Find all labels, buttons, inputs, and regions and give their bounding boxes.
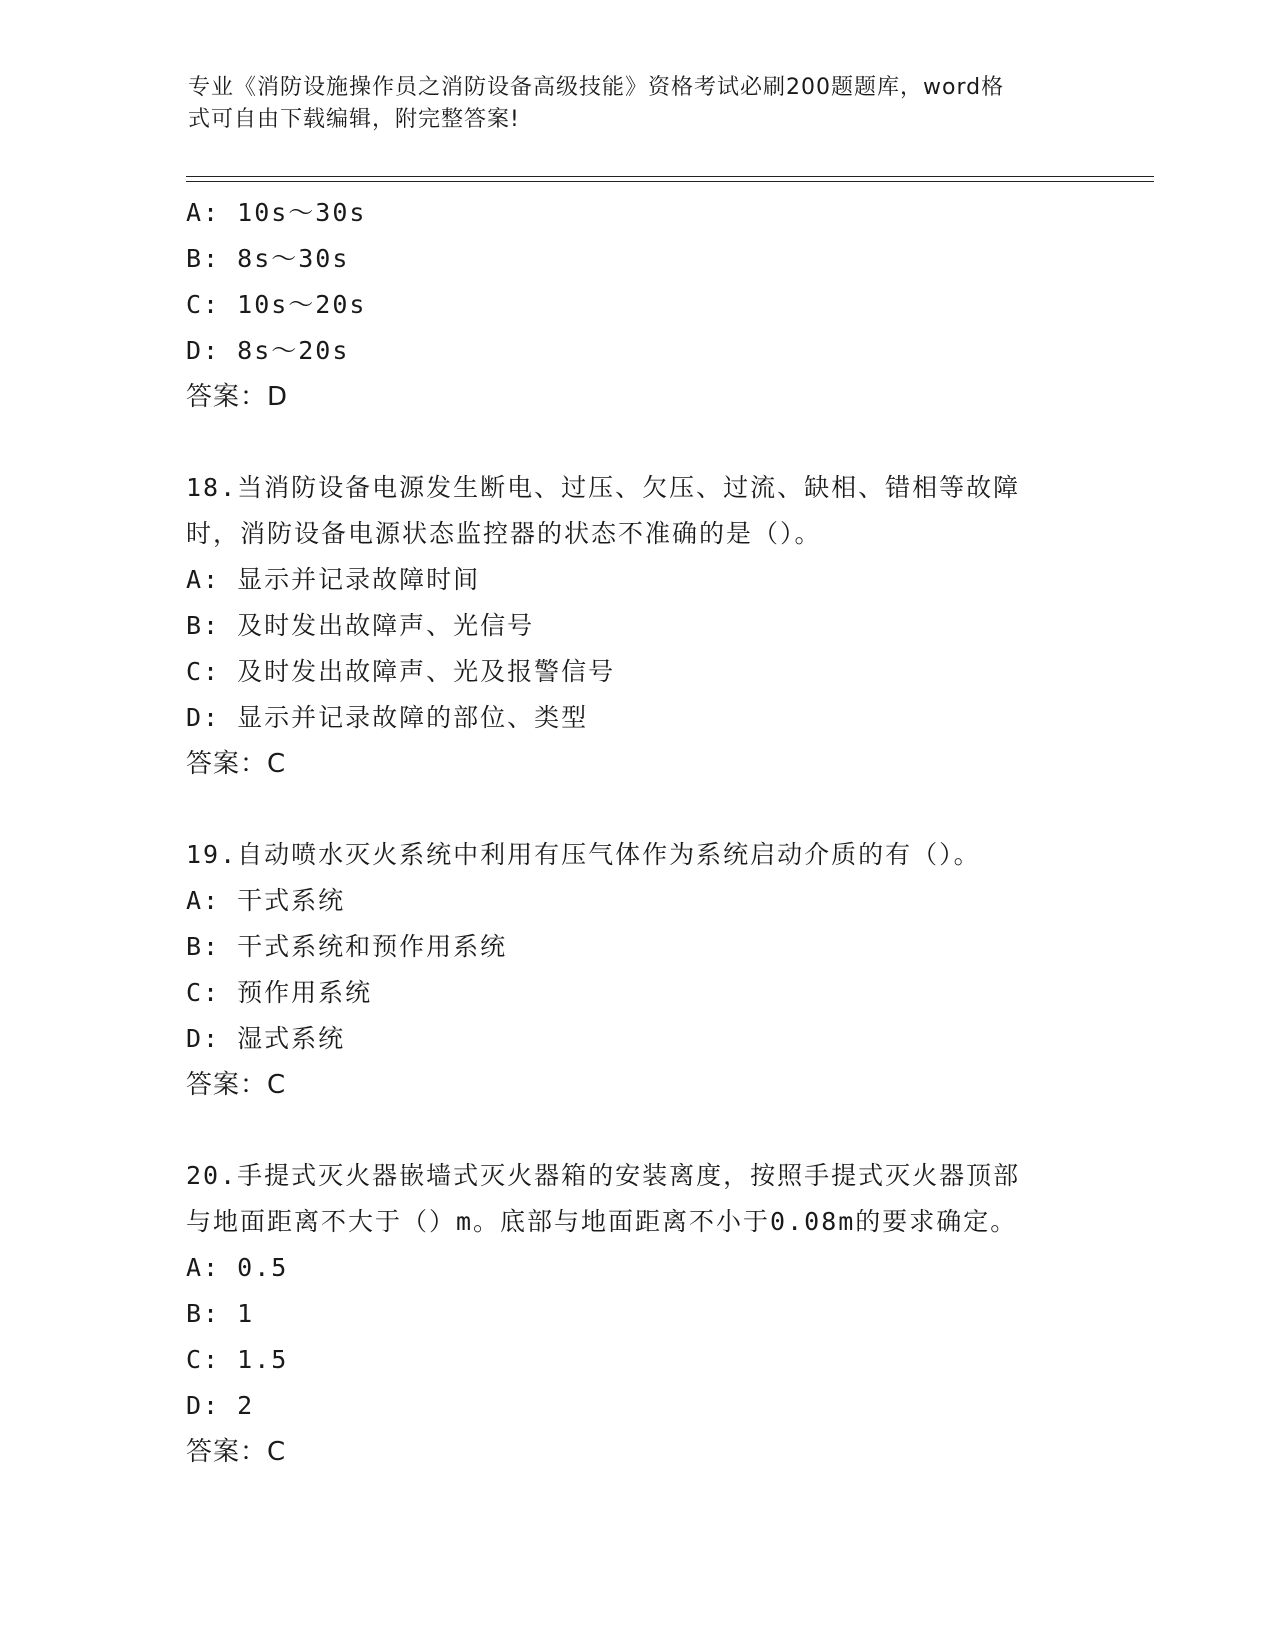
option-a: A: 10s～30s	[186, 198, 367, 227]
question-18	[186, 465, 1086, 787]
option-c: C: 10s～20s	[186, 290, 367, 319]
question-gap	[186, 1108, 1086, 1153]
answer-line: 答案：C	[186, 1437, 287, 1467]
option-d: D: 8s～20s	[186, 336, 350, 365]
option-b: B: 及时发出故障声、光信号	[186, 611, 535, 640]
option-a: A: 显示并记录故障时间	[186, 565, 481, 594]
question-stem-line: 18.当消防设备电源发生断电、过压、欠压、过流、缺相、错相等故障	[186, 473, 1021, 502]
option-b: B: 干式系统和预作用系统	[186, 932, 508, 961]
question-stem-line: 与地面距离不大于（）m。底部与地面距离不小于0.08m的要求确定。	[186, 1207, 1018, 1236]
option-c: C: 预作用系统	[186, 978, 373, 1007]
option-c: C: 及时发出故障声、光及报警信号	[186, 657, 616, 686]
answer-line: 答案：C	[186, 749, 287, 779]
header-rule-bottom	[186, 181, 1154, 182]
question-19	[186, 832, 1086, 1108]
document-header	[188, 72, 1068, 136]
option-d: D: 湿式系统	[186, 1024, 346, 1053]
question-gap	[186, 787, 1086, 832]
header-rule-top	[186, 176, 1154, 177]
option-b: B: 8s～30s	[186, 244, 350, 273]
answer-line: 答案：D	[186, 382, 289, 412]
option-c: C: 1.5	[186, 1345, 289, 1374]
question-stem-line: 19.自动喷水灭火系统中利用有压气体作为系统启动介质的有（）。	[186, 840, 981, 869]
question-20	[186, 1153, 1086, 1475]
header-line-1: 专业《消防设施操作员之消防设备高级技能》资格考试必刷200题题库，word格	[188, 75, 1005, 100]
option-d: D: 显示并记录故障的部位、类型	[186, 703, 589, 732]
question-stem-line: 20.手提式灭火器嵌墙式灭火器箱的安装离度，按照手提式灭火器顶部	[186, 1161, 1021, 1190]
option-a: A: 干式系统	[186, 886, 346, 915]
option-b: B: 1	[186, 1299, 255, 1328]
question-17-partial	[186, 190, 1086, 420]
question-stem-line: 时，消防设备电源状态监控器的状态不准确的是（）。	[186, 519, 822, 548]
header-line-2: 式可自由下载编辑，附完整答案!	[188, 107, 520, 132]
question-gap	[186, 420, 1086, 465]
option-a: A: 0.5	[186, 1253, 289, 1282]
option-d: D: 2	[186, 1391, 255, 1420]
answer-line: 答案：C	[186, 1070, 287, 1100]
question-content	[186, 190, 1086, 1475]
